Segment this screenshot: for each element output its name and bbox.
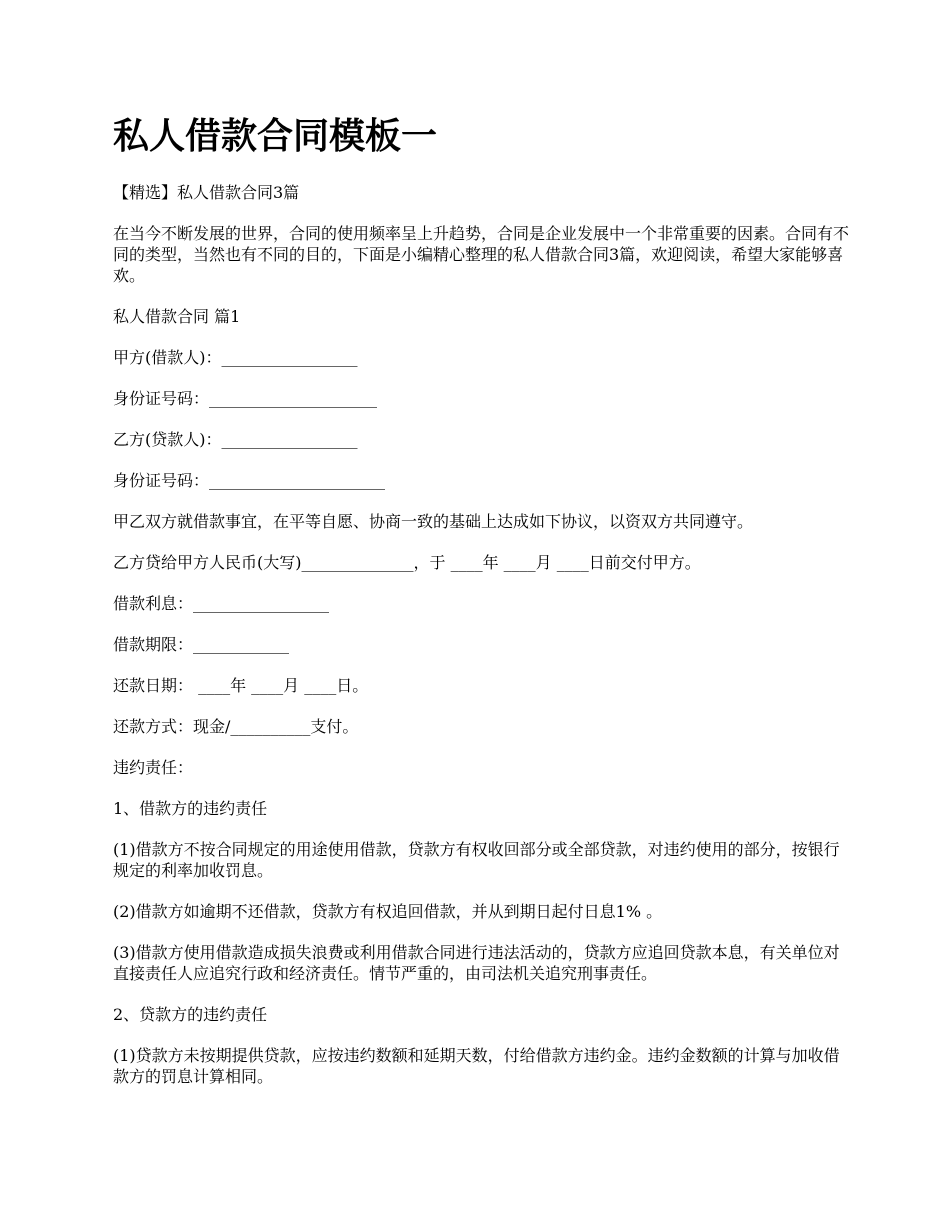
lender-liability-heading: 2、贷款方的违约责任: [113, 1005, 268, 1024]
document-page: [113, 112, 853, 1107]
agreement-clause: 甲乙双方就借款事宜，在平等自愿、协商一致的基础上达成如下协议，以资双方共同遵守。: [113, 512, 754, 531]
document-title: 私人借款合同模板一: [113, 115, 438, 157]
liability-heading: 违约责任：: [113, 758, 194, 777]
id-b-field: 身份证号码：______________________: [113, 471, 386, 490]
borrower-clause-2: (2)借款方如逾期不还借款，贷款方有权追回借款，并从到期日起付日息1% 。: [113, 902, 663, 921]
borrower-liability-heading: 1、借款方的违约责任: [113, 799, 268, 818]
borrower-clause-3: (3)借款方使用借款造成损失浪费或利用借款合同进行违法活动的，贷款方应追回贷款本息，有关单位对直接责任人应追究行政和经济责任。情节严重的，由司法机关追究刑事责任。: [113, 943, 840, 983]
loan-amount-clause: 乙方贷给甲方人民币(大写)______________，于 ____年 ____月 ____日前交付甲方。: [113, 553, 701, 572]
id-a-field: 身份证号码：_____________________: [113, 389, 378, 408]
party-b-field: 乙方(贷款人)：_________________: [113, 430, 358, 449]
repay-method-field: 还款方式：现金/__________支付。: [113, 717, 359, 736]
document-subtitle: 【精选】私人借款合同3篇: [113, 183, 300, 202]
lender-clause-1: (1)贷款方未按期提供贷款，应按违约数额和延期天数，付给借款方违约金。违约金数额的计算与加收借款方的罚息计算相同。: [113, 1046, 840, 1086]
term-field: 借款期限：____________: [113, 635, 290, 654]
borrower-clause-1: (1)借款方不按合同规定的用途使用借款，贷款方有权收回部分或全部贷款，对违约使用的部分，按银行规定的利率加收罚息。: [113, 840, 840, 880]
repay-date-field: 还款日期： ____年 ____月 ____日。: [113, 676, 369, 695]
intro-paragraph: 在当今不断发展的世界，合同的使用频率呈上升趋势，合同是企业发展中一个非常重要的因素。合同有不同的类型，当然也有不同的目的，下面是小编精心整理的私人借款合同3篇，欢迎阅读，希望大家能够喜欢。: [113, 224, 850, 285]
party-a-field: 甲方(借款人)：_________________: [113, 348, 358, 367]
interest-field: 借款利息：_________________: [113, 594, 330, 613]
section-heading: 私人借款合同 篇1: [113, 307, 241, 326]
